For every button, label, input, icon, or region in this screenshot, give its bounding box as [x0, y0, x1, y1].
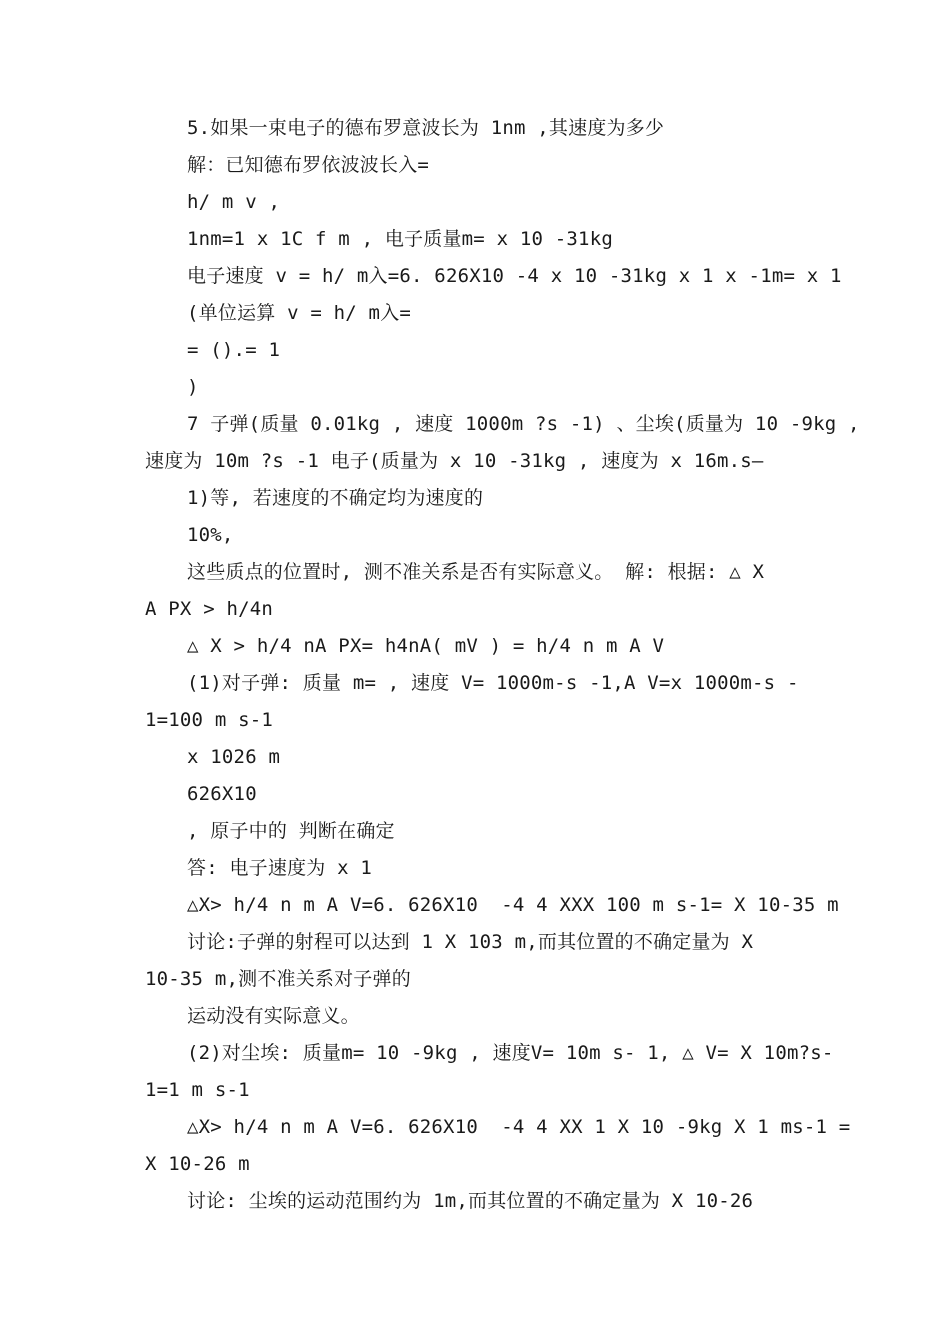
- text-line: 讨论:子弹的射程可以达到 1 X 103 m,而其位置的不确定量为 X: [187, 931, 754, 953]
- text-line: 7 子弹(质量 0.01kg , 速度 1000m ?s -1) 、尘埃(质量为 10 -9kg ,: [187, 413, 860, 435]
- text-line: X 10-26 m: [145, 1153, 250, 1175]
- text-line: 这些质点的位置时, 测不准关系是否有实际意义。 解: 根据: △ X: [187, 561, 765, 583]
- text-line: (单位运算 v = h/ m入=: [187, 302, 412, 324]
- text-line: = ().= 1: [187, 339, 281, 361]
- text-line: 1=100 m s-1: [145, 709, 274, 731]
- text-line: △ X > h/4 nA PX= h4nA( mV ) = h/4 n m A V: [187, 635, 665, 657]
- text-line: △X> h/4 n m A V=6. 626X10 -4 4 XX 1 X 10 -9kg X 1 ms-1 =: [187, 1116, 851, 1138]
- text-line: h/ m v ,: [187, 191, 281, 213]
- text-line: , 原子中的 判断在确定: [187, 820, 395, 842]
- text-line: 答: 电子速度为 x 1: [187, 857, 373, 879]
- text-line: A PX > h/4n: [145, 598, 274, 620]
- text-line: 1=1 m s-1: [145, 1079, 250, 1101]
- text-line: ): [187, 376, 199, 398]
- text-line: △X> h/4 n m A V=6. 626X10 -4 4 XXX 100 m s-1= X 10-35 m: [187, 894, 839, 916]
- text-line: 10-35 m,测不准关系对子弹的: [145, 968, 411, 990]
- text-line: 解：已知德布罗依波波长入=: [187, 154, 430, 176]
- text-line: 10%,: [187, 524, 234, 546]
- text-line: 626X10: [187, 783, 257, 805]
- text-line: 1nm=1 x 1C f m , 电子质量m= x 10 -31kg: [187, 228, 613, 250]
- text-line: 1)等, 若速度的不确定均为速度的: [187, 487, 484, 509]
- text-line: 讨论: 尘埃的运动范围约为 1m,而其位置的不确定量为 X 10-26: [187, 1190, 754, 1212]
- text-line: (1)对子弹: 质量 m= , 速度 V= 1000m-s -1,A V=x 1000m-s -: [187, 672, 799, 694]
- text-line: 运动没有实际意义。: [187, 1005, 360, 1027]
- text-line: 5.如果一束电子的德布罗意波长为 1nm ,其速度为多少: [187, 117, 665, 139]
- text-line: 电子速度 v = h/ m入=6. 626X10 -4 x 10 -31kg x 1 x -1m= x 1: [187, 265, 842, 287]
- text-line: (2)对尘埃: 质量m= 10 -9kg , 速度V= 10m s- 1, △ V= X 10m?s-: [187, 1042, 834, 1064]
- text-line: 速度为 10m ?s -1 电子(质量为 x 10 -31kg , 速度为 x 16m.s—: [145, 450, 764, 472]
- text-line: x 1026 m: [187, 746, 281, 768]
